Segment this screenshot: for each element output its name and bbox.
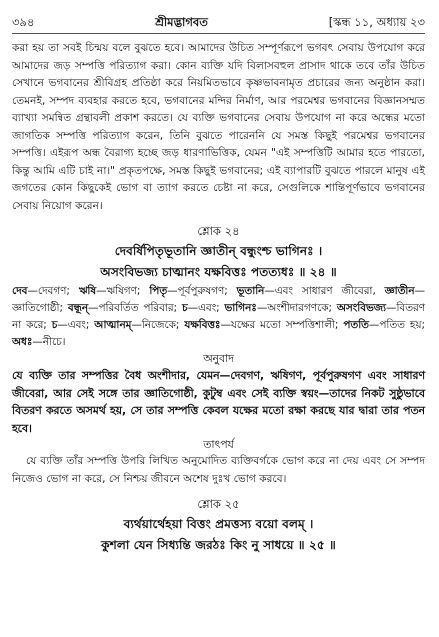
synonym-meaning: —যক্ষের মতো সম্পত্তিশালী;	[220, 319, 344, 331]
verse-24-line-2: অসংবিভজ্য চাত্মানং যক্ষবিত্তঃ পতত্যধঃ ॥ ২৪ ॥	[100, 265, 337, 279]
synonym-meaning: —পতিত হয়;	[368, 319, 425, 331]
verse-25-line-2: কুশলা যেন সিধ্যন্তি জরঠঃ কিং নু সাধয়ে ॥ ২৫ ॥	[101, 538, 336, 552]
synonym-meaning: —নিজেকে;	[131, 319, 185, 331]
synonym-word: অসংবিভজ্য	[336, 302, 387, 314]
verse-25-line-1: ব্যর্থয়ার্থেহয়া বিত্তং প্রমত্তস্য বয়ো বলম্ ।	[123, 517, 314, 531]
synonym-meaning: —নীচে।	[32, 336, 66, 348]
synonym-word: ঋষি	[78, 285, 97, 297]
synonym-word: পততি	[343, 319, 369, 331]
synonym-meaning: —দেবগণ;	[27, 285, 79, 297]
synonym-word: আত্মানম্	[94, 319, 132, 331]
synonym-word: বন্ধূন্	[67, 302, 89, 314]
synonym-meaning: —পরিবর্তিত পরিবার;	[88, 302, 182, 314]
synonym-word: ভাগিনঃ	[224, 302, 257, 314]
synonym-meaning: —এবং সাধারণ জীবেরা,	[264, 285, 385, 297]
verse-24-line-1: দেবর্ষিপিতৃভূতানি জ্ঞাতীন্ বন্ধুংশ্চ ভাগিনঃ ।	[114, 244, 323, 258]
page-header	[12, 14, 425, 34]
synonym-word: অধঃ	[12, 336, 33, 348]
synonym-word: চ	[182, 302, 188, 314]
verse-24-purport: যে ব্যক্তি তাঁর সম্পত্তি উপরি লিখিত অনুমোদিত ব্যক্তিবর্গকে ভোগ করে না দেয় এবং সে সম্পদ নিজেও ভোগ না করে, সে নিশ্চয় জীবনে অশেষ দুঃখ ভোগ করবে।	[12, 455, 425, 485]
synonym-meaning: —বিতরণ না করে;	[12, 302, 425, 331]
synonym-meaning: —অংশীদারগণকে;	[256, 302, 337, 314]
chapter-reference: [স্কন্ধ ১১, অধ্যায় ২৩	[328, 15, 425, 29]
synonym-word: যক্ষবিত্তঃ	[184, 319, 221, 331]
synonym-meaning: —জ্ঞাতিগোষ্ঠী;	[12, 285, 425, 314]
verse-24-heading: শ্লোক ২৪	[197, 224, 240, 238]
synonym-word: ভূতানি	[236, 285, 265, 297]
verse-25-heading: শ্লোক ২৫	[197, 497, 240, 511]
synonym-meaning: —এবং;	[57, 319, 95, 331]
purport-heading: তাৎপর্য	[203, 438, 234, 451]
page-number: ৩৯৪	[12, 15, 35, 29]
synonym-word: পিতৃ	[149, 285, 168, 297]
synonym-meaning: —পূর্বপুরুষগণ;	[167, 285, 237, 297]
purport-continued-paragraph: করা হয় তা সবই চিন্ময় বলে বুঝতে হবে। আমাদের উচিত সম্পূর্ণরূপে ভগবৎ সেবায় উপযোগ করে আমাদের জড় সম্পত্তি পরিত্যাগ করা। কোন ব্যক্তি যদি বিলাসবহুল প্রাসাদ থাকে তবে তাঁর উচিত সেখানে ভগবানের শ্রীবিগ্রহ প্রতিষ্ঠা করে নিয়মিতভাবে কৃষ্ণভাবনামৃত প্রচারের জন্য অনুষ্ঠান করা। তেমনই, সম্পদ ব্যবহার করতে হবে, ভগবানের মন্দির নির্মাণ, আর পরমেশ্বর ভগবানের বিজ্ঞানসম্মত ব্যাখ্যা সমন্বিত গ্রন্থাবলী প্রকাশ করতে। যে ব্যক্তি ভগবানের সেবায় উপযোগ না করে অন্ধের মতো জাগতিক সম্পত্তি পরিত্যাগ করেন, তিনি বুঝতে পারেননি যে সমস্ত কিছুই পরমেশ্বর ভগবানের সম্পত্তি। এইরূপ অন্ধ বৈরাগ্য হচ্ছে জড় ধারণাভিত্তিক, যেমন "এই সম্পত্তিটি আমার হতে পারতো, কিন্তু আমি এটি চাই না।" প্রকৃতপক্ষে, সমস্ত কিছুই ভগবানের; এই ব্যাপারটি বুঝতে পারলে মানুষ এই জগতের কোন কিছুকেই ভোগ বা ত্যাগ করতে চেষ্টা না করে, সেগুলিকে শান্তিপূর্ণভাবে ভগবানের সেবায় নিয়োগ করেন।	[12, 42, 425, 212]
synonym-meaning: —এবং;	[187, 302, 225, 314]
translation-heading: অনুবাদ	[203, 352, 234, 365]
book-title: শ্রীমদ্ভাগবত	[155, 15, 208, 29]
synonym-word: চ	[51, 319, 58, 331]
synonym-word: জ্ঞাতীন	[384, 285, 415, 297]
verse-24-translation: যে ব্যক্তি তার সম্পত্তির বৈধ অংশীদার, যেমন—দেবগণ, ঋষিগণ, পূর্বপুরুষগণ এবং সাধারণ জীবেরা, আর সেই সঙ্গে তার জ্ঞাতিগোষ্ঠী, কুটুম্ব এবং সেই ব্যক্তি স্বয়ং—তাদের নিকট সুষ্ঠুভাবে বিতরণ করতে অসমর্থ হয়, সে তার সম্পত্তি কেবল যক্ষের মতো রক্ষা করছে যার দ্বারা তার পতন হবে।	[12, 369, 425, 435]
verse-24-synonyms	[12, 283, 425, 351]
synonym-meaning: —ঋষিগণ;	[96, 285, 150, 297]
synonym-word: দেব	[12, 285, 28, 297]
